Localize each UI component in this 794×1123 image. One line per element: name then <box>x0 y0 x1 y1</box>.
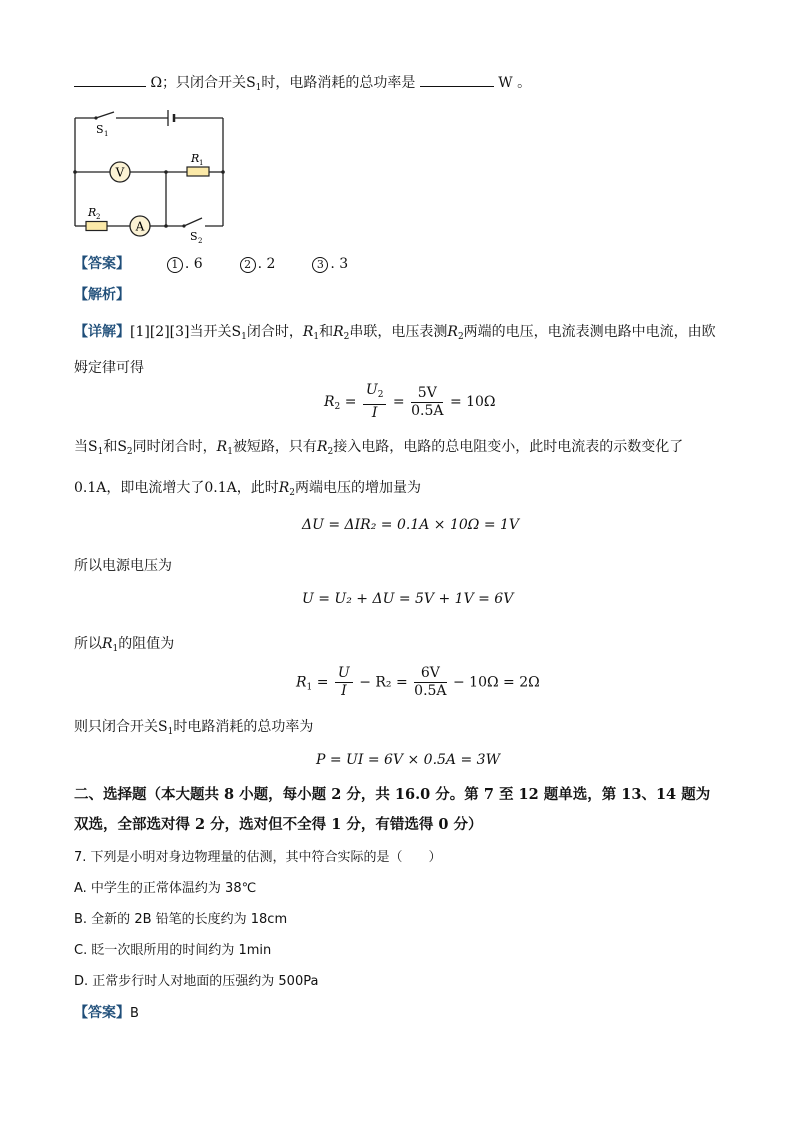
section2-heading-line1: 二、选择题（本大题共 8 小题，每小题 2 分，共 16.0 分。第 7 至 12 题单选，第 13、14 题为 <box>74 786 711 803</box>
fraction-u-over-i: $\frac{U}{I}$ <box>335 665 353 700</box>
question-7-answer: 【答案】B <box>74 1005 139 1021</box>
unit-ohm-text: Ω；只闭合开关 <box>150 75 247 91</box>
analysis-heading: 【解析】 <box>74 287 130 303</box>
option-a: A. 中学生的正常体温约为 38℃ <box>74 881 257 896</box>
detail-paragraph-4: 0.1A，即电流增大了0.1A，此时$R_2$两端电压的增加量为 <box>74 480 422 498</box>
equation-delta-u: ΔU = ΔIR₂ = 0.1A × 10Ω = 1V <box>302 517 520 533</box>
equation-r1: $R_1$ = $\frac{U}{I}$ − R₂ = $\frac{6V}{0.5A}$ − 10Ω = 2Ω <box>296 665 540 699</box>
question-7-stem: 7. 下列是小明对身边物理量的估测，其中符合实际的是（ ） <box>74 850 442 865</box>
svg-text:S: S <box>190 230 198 243</box>
option-d: D. 正常步行时人对地面的压强约为 500Pa <box>74 974 319 989</box>
resistor-r2 <box>86 222 107 231</box>
unit-watt-text: W 。 <box>498 75 532 91</box>
question-continuation-line: Ω；只闭合开关$S_1$时，电路消耗的总功率是 W 。 <box>74 72 531 98</box>
answer-tag: 【答案】 <box>74 256 130 272</box>
svg-text:V: V <box>115 165 125 180</box>
resistor-r1 <box>187 167 209 176</box>
fraction-u2-over-i: $\frac{U_2}{I}$ <box>363 382 387 422</box>
equation-source-voltage: U = U₂ + ΔU = 5V + 1V = 6V <box>302 591 514 607</box>
svg-text:A: A <box>135 219 145 234</box>
svg-text:1: 1 <box>199 159 204 167</box>
switch-s1-pivot <box>94 116 97 119</box>
detail-paragraph-3: 当$S_1$和$S_2$同时闭合时，$R_1$被短路，只有$R_2$接入电路，电路的总电阻变小，此时电流表的示数变化了 <box>74 439 684 457</box>
detail-paragraph-5: 所以电源电压为 <box>74 558 172 574</box>
option-b: B. 全新的 2B 铅笔的长度约为 18cm <box>74 912 288 927</box>
detail-paragraph-1: 【详解】[1][2][3]当开关$S_1$闭合时，$R_1$和$R_2$串联，电压表测$R_2$两端的电压，电流表测电路中电流，由欧 <box>74 324 716 342</box>
answer-blank-2 <box>420 72 494 87</box>
svg-text:S: S <box>96 123 104 136</box>
option-c: C. 眨一次眼所用的时间约为 1min <box>74 943 272 958</box>
fraction-5v-over-05a: $\frac{5V}{0.5A}$ <box>411 384 444 419</box>
detail-paragraph-2: 姆定律可得 <box>74 360 144 376</box>
equation-power: P = UI = 6V × 0.5A = 3W <box>316 752 500 768</box>
fraction-6v-over-05a: $\frac{6V}{0.5A}$ <box>414 665 447 699</box>
svg-text:R: R <box>88 206 97 219</box>
answer-line: 【答案】 1 . 6 2 . 2 3 . 3 <box>74 256 349 272</box>
detail-paragraph-6: 所以$R_1$的阻值为 <box>74 636 175 654</box>
equation-r2: $R_2$ = $\frac{U_2}{I}$ = $\frac{5V}{0.5A}$ = 10Ω <box>324 382 496 421</box>
detail-paragraph-7: 则只闭合开关$S_1$时电路消耗的总功率为 <box>74 719 314 737</box>
section2-heading-line2: 双选，全部选对得 2 分，选对但不全得 1 分，有错选得 0 分） <box>74 816 483 833</box>
svg-text:2: 2 <box>198 237 203 244</box>
answer-blank-1 <box>74 72 146 87</box>
svg-text:R: R <box>191 152 200 165</box>
svg-text:1: 1 <box>104 130 109 138</box>
circuit-diagram <box>70 104 230 244</box>
svg-text:2: 2 <box>96 213 101 221</box>
